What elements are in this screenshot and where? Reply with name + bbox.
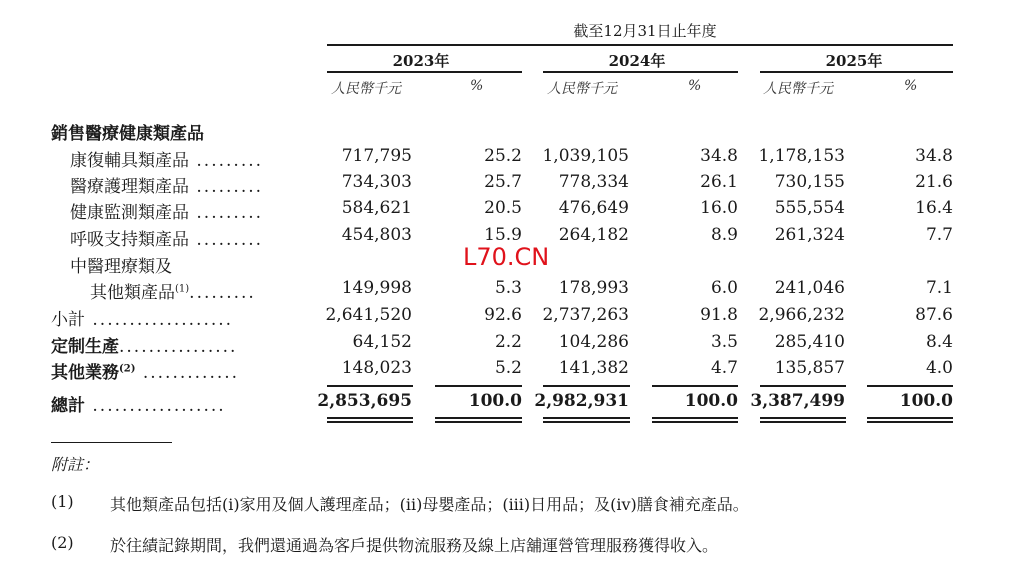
double-rule [435, 417, 522, 419]
cell-value: 778,334 [558, 172, 629, 192]
row-label: 醫療護理類產品 ......... [70, 177, 264, 197]
unit-pct-2025: % [904, 78, 918, 94]
total-rule [652, 385, 738, 387]
cell-pct: 16.0 [700, 198, 738, 218]
note-text: 於往績記錄期間，我們還通過為客戶提供物流服務及線上店舖運營管理服務獲得收入。 [110, 536, 719, 555]
cell-value: 734,303 [341, 172, 412, 192]
note-number: (2) [51, 533, 74, 552]
cell-value: 141,382 [558, 358, 629, 378]
notes-rule [51, 442, 172, 443]
cell-pct: 5.2 [494, 358, 522, 378]
cell-pct: 34.8 [700, 146, 738, 166]
cell-pct: 25.7 [484, 172, 522, 192]
period-header: 截至12月31日止年度 [573, 22, 717, 40]
cell-pct: 15.9 [484, 225, 522, 245]
cell-value: 148,023 [341, 358, 412, 378]
year-2024: 2024年 [608, 52, 666, 70]
year-rule-2025 [760, 71, 953, 73]
cell-pct: 100.0 [899, 391, 953, 411]
cell-pct: 5.3 [494, 278, 522, 298]
note-ref: (2) [119, 363, 136, 375]
row-label: 呼吸支持類產品 ......... [70, 230, 264, 250]
cell-value: 64,152 [352, 332, 412, 352]
note-number: (1) [51, 492, 74, 511]
double-rule [327, 421, 413, 423]
cell-pct: 6.0 [710, 278, 738, 298]
cell-pct: 4.0 [925, 358, 953, 378]
cell-pct: 3.5 [710, 332, 738, 352]
double-rule [652, 421, 738, 423]
note-text: 其他類產品包括(i)家用及個人護理產品；(ii)母嬰產品；(iii)日用品；及(iv)膳食補充產品。 [110, 495, 749, 514]
cell-value: 1,178,153 [758, 146, 845, 166]
cell-value: 104,286 [558, 332, 629, 352]
year-2025: 2025年 [825, 52, 883, 70]
cell-pct: 7.1 [925, 278, 953, 298]
unit-rmb-2025: 人民幣千元 [763, 81, 833, 97]
unit-pct-2024: % [688, 78, 702, 94]
year-2023: 2023年 [392, 52, 450, 70]
row-label: 小計 ................... [51, 310, 234, 330]
cell-pct: 91.8 [700, 305, 738, 325]
cell-value: 717,795 [341, 146, 412, 166]
row-label: 康復輔具類產品 ......... [70, 151, 264, 171]
cell-pct: 16.4 [915, 198, 953, 218]
cell-pct: 34.8 [915, 146, 953, 166]
cell-value: 2,966,232 [758, 305, 845, 325]
cell-pct: 4.7 [710, 358, 738, 378]
header-rule [327, 44, 953, 46]
notes-title: 附註： [51, 455, 100, 474]
total-rule [435, 385, 522, 387]
cell-value: 2,982,931 [534, 391, 629, 411]
double-rule [867, 421, 953, 423]
row-label: 健康監測類產品 ......... [70, 203, 264, 223]
unit-pct-2023: % [470, 78, 484, 94]
double-rule [760, 417, 846, 419]
cell-pct: 8.4 [925, 332, 953, 352]
cell-value: 149,998 [341, 278, 412, 298]
note-ref: (1) [175, 283, 190, 295]
total-rule [327, 385, 413, 387]
cell-value: 178,993 [558, 278, 629, 298]
double-rule [543, 417, 630, 419]
total-rule [543, 385, 630, 387]
cell-value: 2,641,520 [325, 305, 412, 325]
cell-value: 3,387,499 [750, 391, 845, 411]
cell-pct: 87.6 [915, 305, 953, 325]
year-rule-2024 [543, 71, 738, 73]
cell-value: 264,182 [558, 225, 629, 245]
cell-pct: 2.2 [494, 332, 522, 352]
cell-pct: 26.1 [700, 172, 738, 192]
cell-value: 285,410 [774, 332, 845, 352]
cell-pct: 7.7 [925, 225, 953, 245]
row-label: 定制生產................ [51, 337, 238, 357]
cell-value: 555,554 [774, 198, 845, 218]
section-title: 銷售醫療健康類產品 [51, 124, 204, 144]
double-rule [760, 421, 846, 423]
year-rule-2023 [327, 71, 522, 73]
cell-pct: 100.0 [684, 391, 738, 411]
cell-pct: 8.9 [710, 225, 738, 245]
cell-value: 730,155 [774, 172, 845, 192]
cell-value: 584,621 [341, 198, 412, 218]
double-rule [867, 417, 953, 419]
cell-pct: 20.5 [484, 198, 522, 218]
row-label: 總計 .................. [51, 396, 226, 416]
total-rule [760, 385, 846, 387]
row-label: 其他業務$^{(2)}$ ............. [51, 363, 240, 383]
double-rule [435, 421, 522, 423]
cell-value: 454,803 [341, 225, 412, 245]
cell-value: 476,649 [558, 198, 629, 218]
cell-value: 261,324 [774, 225, 845, 245]
double-rule [543, 421, 630, 423]
cell-value: 1,039,105 [542, 146, 629, 166]
cell-pct: 25.2 [484, 146, 522, 166]
double-rule [652, 417, 738, 419]
watermark: L70.CN [463, 243, 550, 271]
cell-pct: 100.0 [468, 391, 522, 411]
unit-rmb-2024: 人民幣千元 [547, 81, 617, 97]
double-rule [327, 417, 413, 419]
total-rule [867, 385, 953, 387]
row-label-line1: 中醫理療類及 [70, 257, 172, 277]
cell-value: 241,046 [774, 278, 845, 298]
cell-pct: 92.6 [484, 305, 522, 325]
cell-pct: 21.6 [915, 172, 953, 192]
cell-value: 135,857 [774, 358, 845, 378]
cell-value: 2,853,695 [317, 391, 412, 411]
unit-rmb-2023: 人民幣千元 [331, 81, 401, 97]
cell-value: 2,737,263 [542, 305, 629, 325]
row-label: 其他類產品$^{(1)}$......... [90, 283, 256, 303]
